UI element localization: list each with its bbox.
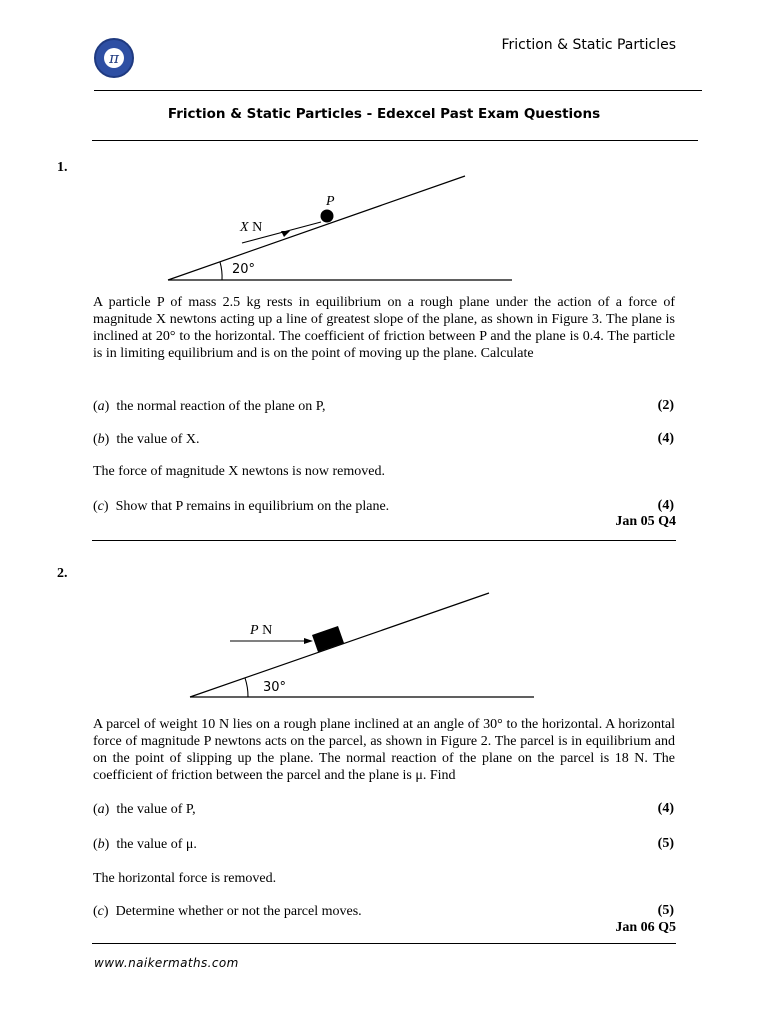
question-2-part-c: (c) Determine whether or not the parcel moves. xyxy=(93,904,362,919)
question-1-interlude: The force of magnitude X newtons is now removed. xyxy=(93,464,385,479)
angle-label: 20° xyxy=(232,262,256,277)
pi-logo-icon: π xyxy=(104,48,124,68)
part-text: the value of X. xyxy=(116,432,200,447)
part-label: b xyxy=(97,837,105,852)
part-label: c xyxy=(97,904,104,919)
question-1-reference: Jan 05 Q4 xyxy=(615,514,676,529)
question-2-part-c-marks: (5) xyxy=(657,903,674,918)
question-2-divider xyxy=(92,943,676,944)
force-label-unit: N xyxy=(248,220,263,235)
question-1-text: A particle P of mass 2.5 kg rests in equilibrium on a rough plane under the action of a force of magnitude X newtons acting up a line of greatest slope of the plane, as shown in Figure 3. The plane is inclined at 20° to the horizontal. The coefficient of friction between P and the plane is 0.4. The particle is in limiting equilibrium and is on the point of moving up the plane. Calculate xyxy=(93,295,675,361)
parcel-block xyxy=(312,626,344,652)
force-label-unit: N xyxy=(258,623,273,638)
force-arrowhead xyxy=(304,638,313,644)
part-label: a xyxy=(97,802,105,817)
part-label: b xyxy=(97,432,105,447)
question-1-part-b: (b) the value of X. xyxy=(93,432,200,447)
question-1-part-b-marks: (4) xyxy=(657,431,674,446)
question-1-part-c-marks: (4) xyxy=(657,498,674,513)
part-text: the value of P, xyxy=(116,802,196,817)
particle-label: P xyxy=(326,194,335,209)
angle-label: 30° xyxy=(263,680,287,695)
inclined-plane xyxy=(190,593,489,697)
part-label: a xyxy=(97,399,105,414)
force-label xyxy=(249,623,272,638)
question-2-number: 2. xyxy=(57,566,68,581)
question-2-part-b: (b) the value of μ. xyxy=(93,837,197,852)
part-text: Determine whether or not the parcel moves. xyxy=(115,904,362,919)
force-label-var: P xyxy=(250,623,259,638)
force-label-var: X xyxy=(240,220,249,235)
question-1-part-a: (a) the normal reaction of the plane on P, xyxy=(93,399,326,414)
footer-url: www.naikermaths.com xyxy=(94,956,239,970)
part-label: c xyxy=(97,499,104,514)
angle-arc xyxy=(245,678,248,697)
question-2-text: A parcel of weight 10 N lies on a rough plane inclined at an angle of 30° to the horizontal. A horizontal force of magnitude P newtons acts on the parcel, as shown in Figure 2. The parcel is in equilibrium and on the point of slipping up the plane. The normal reaction of the plane on the parcel is 18 N. The coefficient of friction between the parcel and the plane is μ. Find xyxy=(93,717,675,783)
question-1-part-c: (c) Show that P remains in equilibrium on the plane. xyxy=(93,499,390,514)
part-text: the value of μ. xyxy=(116,837,197,852)
question-2-part-a: (a) the value of P, xyxy=(93,802,196,817)
header-title: Friction & Static Particles xyxy=(501,37,676,53)
question-2-interlude: The horizontal force is removed. xyxy=(93,871,277,886)
question-1-part-a-marks: (2) xyxy=(657,398,674,413)
question-2-part-a-marks: (4) xyxy=(657,801,674,816)
part-text: the normal reaction of the plane on P, xyxy=(116,399,326,414)
document-title: Friction & Static Particles - Edexcel Past Exam Questions xyxy=(167,106,601,122)
part-text: Show that P remains in equilibrium on the plane. xyxy=(115,499,390,514)
question-2-reference: Jan 06 Q5 xyxy=(615,920,676,935)
question-2-part-b-marks: (5) xyxy=(657,836,674,851)
question-1-number: 1. xyxy=(57,160,68,175)
